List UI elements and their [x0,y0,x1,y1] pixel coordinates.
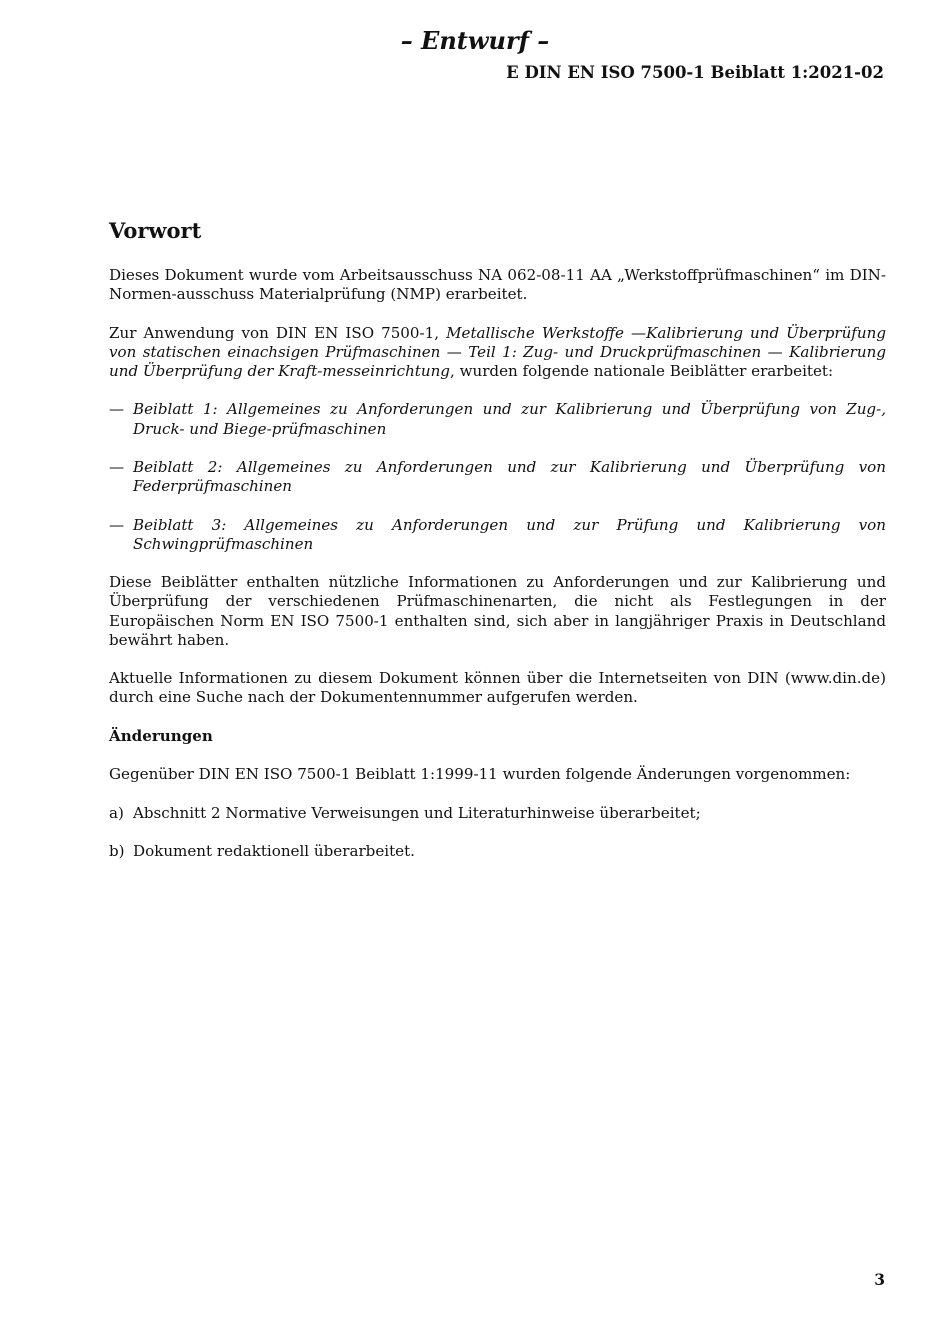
foreword-paragraph-3: Diese Beiblätter enthalten nützliche Informationen zu Anforderungen und zur Kalibrierung und Überprüfung der verschiedenen Prüfmaschinenarten, die nicht als Festlegungen in der Europäischen Norm EN ISO 7500-1 enthalten sind, sich aber in langjähriger Praxis in Deutschland bewährt haben. [109,573,886,649]
draft-label: – Entwurf – [400,26,550,55]
changes-heading: Änderungen [109,726,213,745]
list-item [109,842,886,861]
document-id: E DIN EN ISO 7500-1 Beiblatt 1:2021-02 [506,63,884,82]
dash-marker: — [109,457,125,476]
supplement-3: Beiblatt 3: Allgemeines zu Anforderungen und zur Prüfung und Kalibrierung von Schwingprüfmaschinen [133,515,886,553]
foreword-heading: Vorwort [109,218,202,243]
list-marker: b) [109,841,125,860]
foreword-paragraph-2 [109,324,886,382]
foreword-paragraph-1: Dieses Dokument wurde vom Arbeitsausschuss NA 062-08-11 AA „Werkstoffprüfmaschinen“ im DIN-Normen-ausschuss Materialprüfung (NMP) erarbeitet. [109,266,886,304]
list-item [109,458,886,496]
supplement-2: Beiblatt 2: Allgemeines zu Anforderungen und zur Kalibrierung und Überprüfung von Federprüfmaschinen [133,457,886,496]
supplement-1: Beiblatt 1: Allgemeines zu Anforderungen und zur Kalibrierung und Überprüfung von Zug-, Druck- und Biege-prüfmaschinen [133,400,886,438]
list-item [109,516,886,554]
dash-marker: — [109,400,125,419]
page-body [109,216,886,880]
dash-marker: — [109,515,125,534]
list-item [109,804,886,823]
foreword-paragraph-4: Aktuelle Informationen zu diesem Dokument können über die Internetseiten von DIN (www.din.de) durch eine Suche nach der Dokumentennummer aufgerufen werden. [109,669,886,707]
change-item-b: Dokument redaktionell überarbeitet. [133,841,415,860]
page-number: 3 [874,1270,885,1289]
referenced-standard-title: Metallische Werkstoffe —Kalibrierung und Überprüfung von statischen einachsigen Prüfmaschinen — Teil 1: Zug- und Druckprüfmaschinen — Kalibrierung und Überprüfung der Kraft-messeinrichtung [109,323,886,380]
para2-outro: , wurden folgende nationale Beiblätter erarbeitet: [449,362,834,380]
change-item-a: Abschnitt 2 Normative Verweisungen und Literaturhinweise überarbeitet; [133,803,701,822]
para2-intro: Zur Anwendung von DIN EN ISO 7500-1, [109,323,447,342]
changes-intro: Gegenüber DIN EN ISO 7500-1 Beiblatt 1:1999-11 wurden folgende Änderungen vorgenommen: [109,765,851,784]
list-marker: a) [109,803,124,822]
list-item [109,400,886,438]
